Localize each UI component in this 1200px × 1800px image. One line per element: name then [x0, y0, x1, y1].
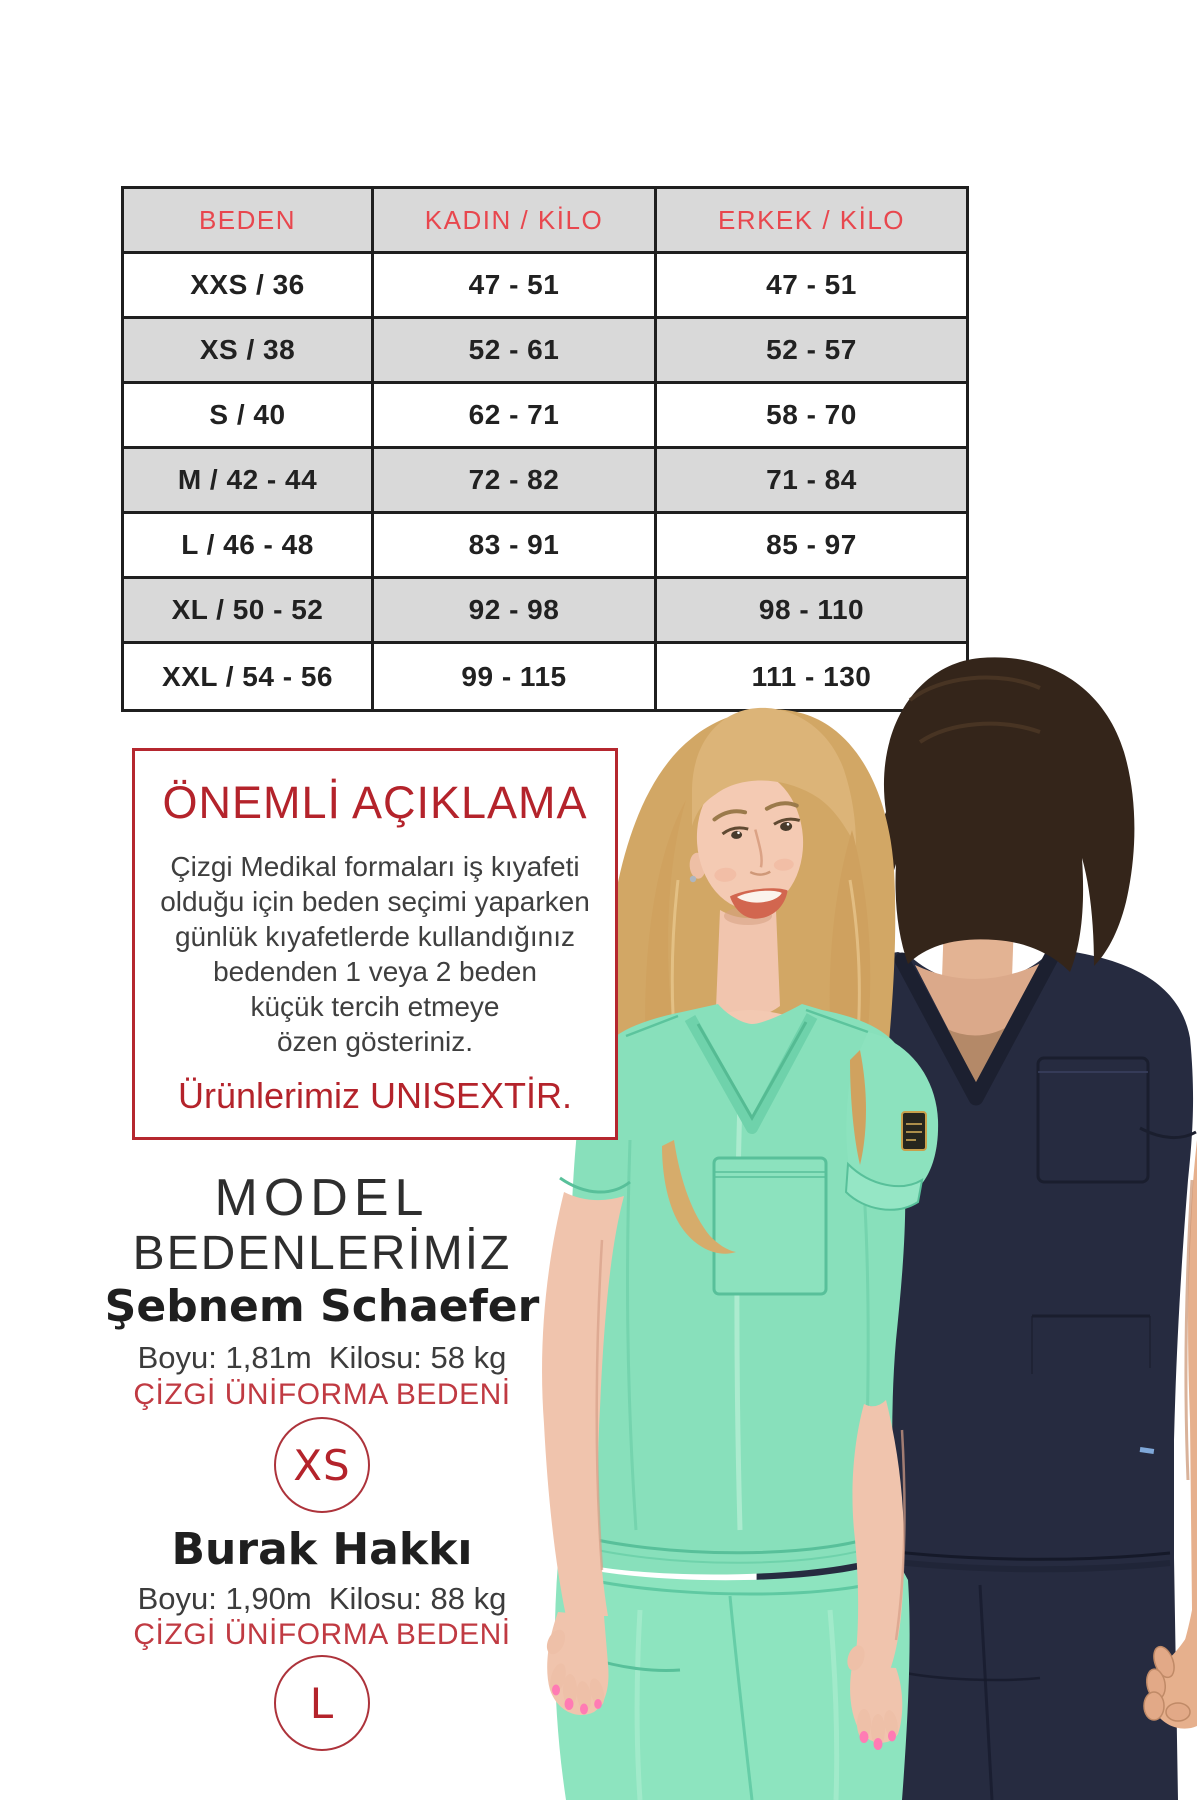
- female-uniform-size-label: ÇİZGİ ÜNİFORMA BEDENİ: [133, 1378, 511, 1411]
- table-cell-size: XXL / 54 - 56: [124, 644, 374, 709]
- table-cell-kadin: 99 - 115: [374, 644, 657, 709]
- table-cell-erkek: 52 - 57: [657, 319, 966, 384]
- unisex-note: Ürünlerimiz UNISEXTİR.: [177, 1075, 573, 1116]
- notice-body: [160, 849, 590, 1059]
- table-cell-erkek: 71 - 84: [657, 449, 966, 514]
- male-model-stats: Boyu: 1,90m Kilosu: 88 kg: [137, 1581, 507, 1616]
- table-cell-size: M / 42 - 44: [124, 449, 374, 514]
- female-model-name: Şebnem Schaefer: [104, 1281, 540, 1332]
- table-cell-size: S / 40: [124, 384, 374, 449]
- table-cell-size: XL / 50 - 52: [124, 579, 374, 644]
- male-size-badge: [274, 1655, 370, 1751]
- table-cell-kadin: 52 - 61: [374, 319, 657, 384]
- female-size-badge: [274, 1417, 370, 1513]
- important-notice-box: [132, 748, 618, 1140]
- male-uniform-size-label: ÇİZGİ ÜNİFORMA BEDENİ: [133, 1618, 511, 1651]
- models-heading-line1: MODEL: [214, 1169, 430, 1227]
- table-cell-size: XS / 38: [124, 319, 374, 384]
- models-heading-line2: BEDENLERİMİZ: [132, 1227, 512, 1280]
- table-cell-size: XXS / 36: [124, 254, 374, 319]
- table-cell-erkek: 85 - 97: [657, 514, 966, 579]
- female-size-value: XS: [293, 1440, 351, 1490]
- notice-body-line: günlük kıyafetlerde kullandığınız: [174, 921, 575, 952]
- male-model-name: Burak Hakkı: [171, 1524, 473, 1575]
- female-model-stats: Boyu: 1,81m Kilosu: 58 kg: [137, 1340, 507, 1375]
- notice-body-line: olduğu için beden seçimi yaparken: [160, 886, 590, 917]
- notice-body-line: özen gösteriniz.: [276, 1026, 474, 1057]
- table-cell-kadin: 92 - 98: [374, 579, 657, 644]
- table-cell-kadin: 83 - 91: [374, 514, 657, 579]
- column-header-kadin-kilo: KADIN / KİLO: [374, 189, 657, 254]
- column-header-beden: BEDEN: [124, 189, 374, 254]
- notice-body-line: Çizgi Medikal formaları iş kıyafeti: [170, 851, 580, 882]
- table-cell-erkek: 58 - 70: [657, 384, 966, 449]
- table-cell-erkek: 111 - 130: [751, 660, 872, 692]
- male-size-value: L: [309, 1678, 335, 1728]
- column-header-erkek-kilo: ERKEK / KİLO: [657, 189, 966, 254]
- table-cell-erkek: 98 - 110: [657, 579, 966, 644]
- table-cell-kadin: 47 - 51: [374, 254, 657, 319]
- notice-body-line: küçük tercih etmeye: [250, 991, 500, 1022]
- table-cell-erkek: 47 - 51: [657, 254, 966, 319]
- notice-title: ÖNEMLİ AÇIKLAMA: [162, 777, 588, 828]
- table-cell-kadin: 62 - 71: [374, 384, 657, 449]
- table-cell-kadin: 72 - 82: [374, 449, 657, 514]
- notice-body-line: bedenden 1 veya 2 beden: [213, 956, 537, 987]
- table-cell-size: L / 46 - 48: [124, 514, 374, 579]
